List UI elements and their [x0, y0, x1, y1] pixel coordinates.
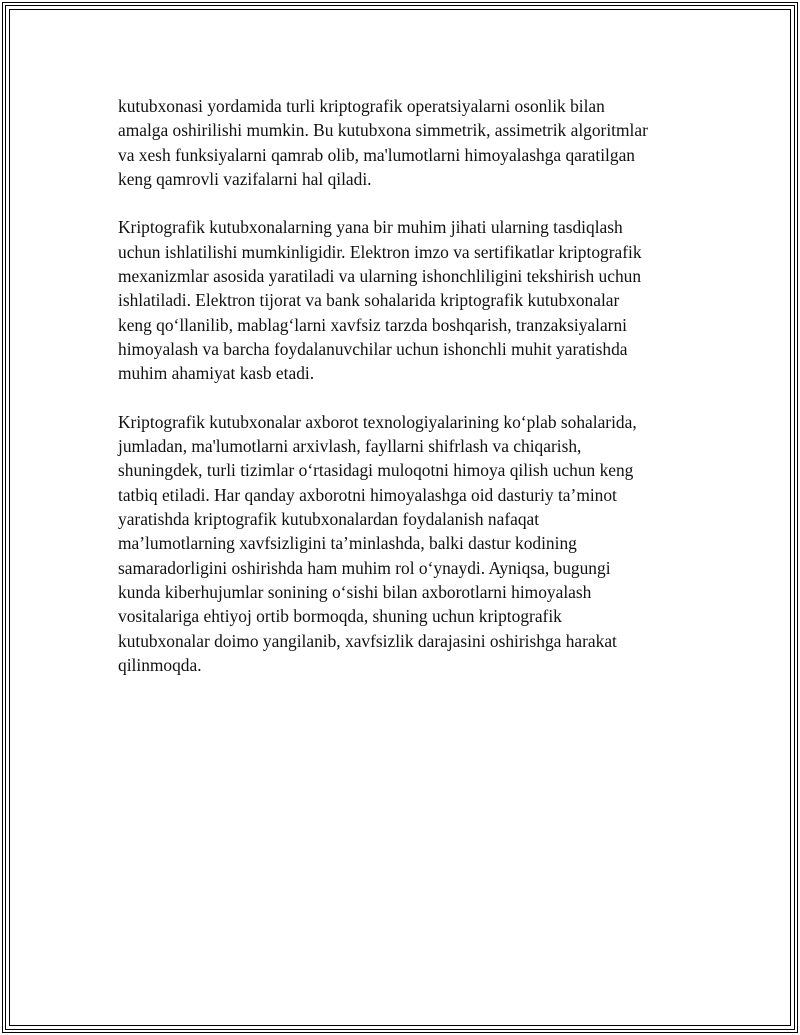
- document-body: [118, 94, 693, 701]
- paragraph-3: Kriptografik kutubxonalar axborot texnologiyalarining ko‘plab sohalarida, jumladan, ma'lumotlarni arxivlash, fayllarni shifrlash va chiqarish, shuningdek, turli tizimlar o‘rtasidagi muloqotni himoya qilish uchun keng tatbiq etiladi. Har qanday axborotni himoyalashga oid dasturiy ta’minot yaratishda kriptografik kutubxonalardan foydalanish nafaqat ma’lumotlarning xavfsizligini ta’minlashda, balki dastur kodining samaradorligini oshirishda ham muhim rol o‘ynaydi. Ayniqsa, bugungi kunda kiberhujumlar sonining o‘sishi bilan axborotlarni himoyalash vositalariga ehtiyoj ortib bormoqda, shuning uchun kriptografik kutubxonalar doimo yangilanib, xavfsizlik darajasini oshirishga harakat qilinmoqda.: [118, 411, 637, 675]
- paragraph-2: Kriptografik kutubxonalarning yana bir muhim jihati ularning tasdiqlash uchun ishlatilishi mumkinligidir. Elektron imzo va sertifikatlar kriptografik mexanizmlar asosida yaratiladi va ularning ishonchliligini tekshirish uchun ishlatiladi. Elektron tijorat va bank sohalarida kriptografik kutubxonalar keng qo‘llanilib, mablag‘larni xavfsiz tarzda boshqarish, tranzaksiyalarni himoyalash va barcha foydalanuvchilar uchun ishonchli muhit yaratishda muhim ahamiyat kasb etadi.: [118, 217, 642, 384]
- paragraph-1: kutubxonasi yordamida turli kriptografik operatsiyalarni osonlik bilan amalga oshirilishi mumkin. Bu kutubxona simmetrik, assimetrik algoritmlar va xesh funksiyalarni qamrab olib, ma'lumotlarni himoyalashga qaratilgan keng qamrovli vazifalarni hal qiladi.: [118, 96, 648, 189]
